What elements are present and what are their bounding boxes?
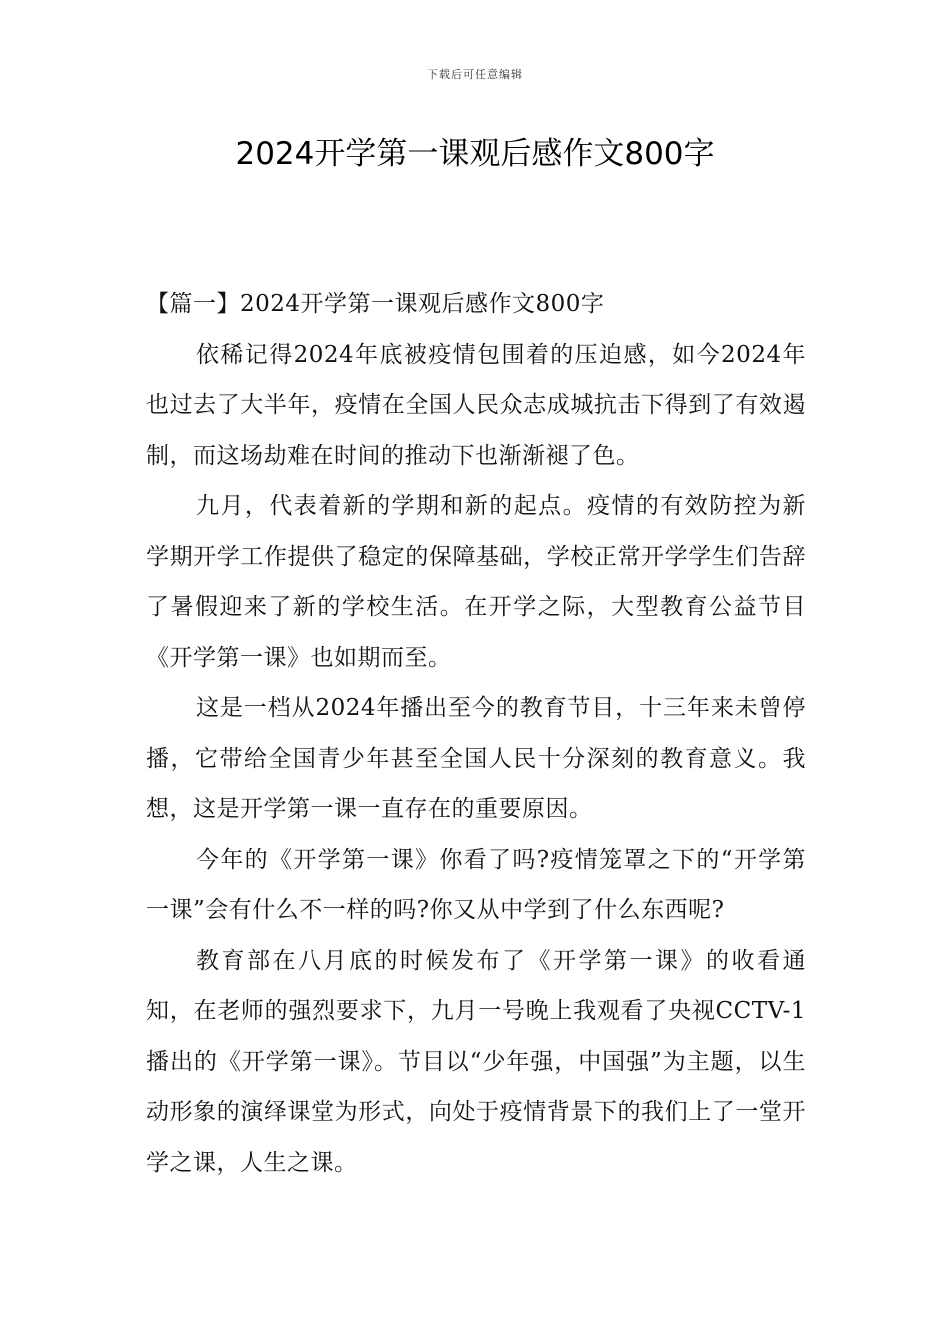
paragraph: 今年的《开学第一课》你看了吗?疫情笼罩之下的“开学第一课”会有什么不一样的吗?你又从中学到了什么东西呢? [146,846,806,923]
document-body [146,279,806,1188]
paragraph: 依稀记得2024年底被疫情包围着的压迫感，如今2024年也过去了大半年，疫情在全国人民众志成城抗击下得到了有效遏制，而这场劫难在时间的推动下也渐渐褪了色。 [146,341,806,469]
document-title: 2024开学第一课观后感作文800字 [235,136,715,172]
paragraph: 这是一档从2024年播出至今的教育节目，十三年来未曾停播，它带给全国青少年甚至全国人民十分深刻的教育意义。我想，这是开学第一课一直存在的重要原因。 [146,695,806,822]
section-heading: 【篇一】2024开学第一课观后感作文800字 [146,291,605,317]
paragraph: 九月，代表着新的学期和新的起点。疫情的有效防控为新学期开学工作提供了稳定的保障基础，学校正常开学学生们告辞了暑假迎来了新的学校生活。在开学之际，大型教育公益节目《开学第一课》也如期而至。 [146,493,806,671]
header-note: 下载后可任意编辑 [427,68,523,81]
paragraph: 教育部在八月底的时候发布了《开学第一课》的收看通知，在老师的强烈要求下，九月一号晚上我观看了央视CCTV-1播出的《开学第一课》。节目以“少年强，中国强”为主题，以生动形象的演绎课堂为形式，向处于疫情背景下的我们上了一堂开学之课，人生之课。 [146,947,806,1176]
